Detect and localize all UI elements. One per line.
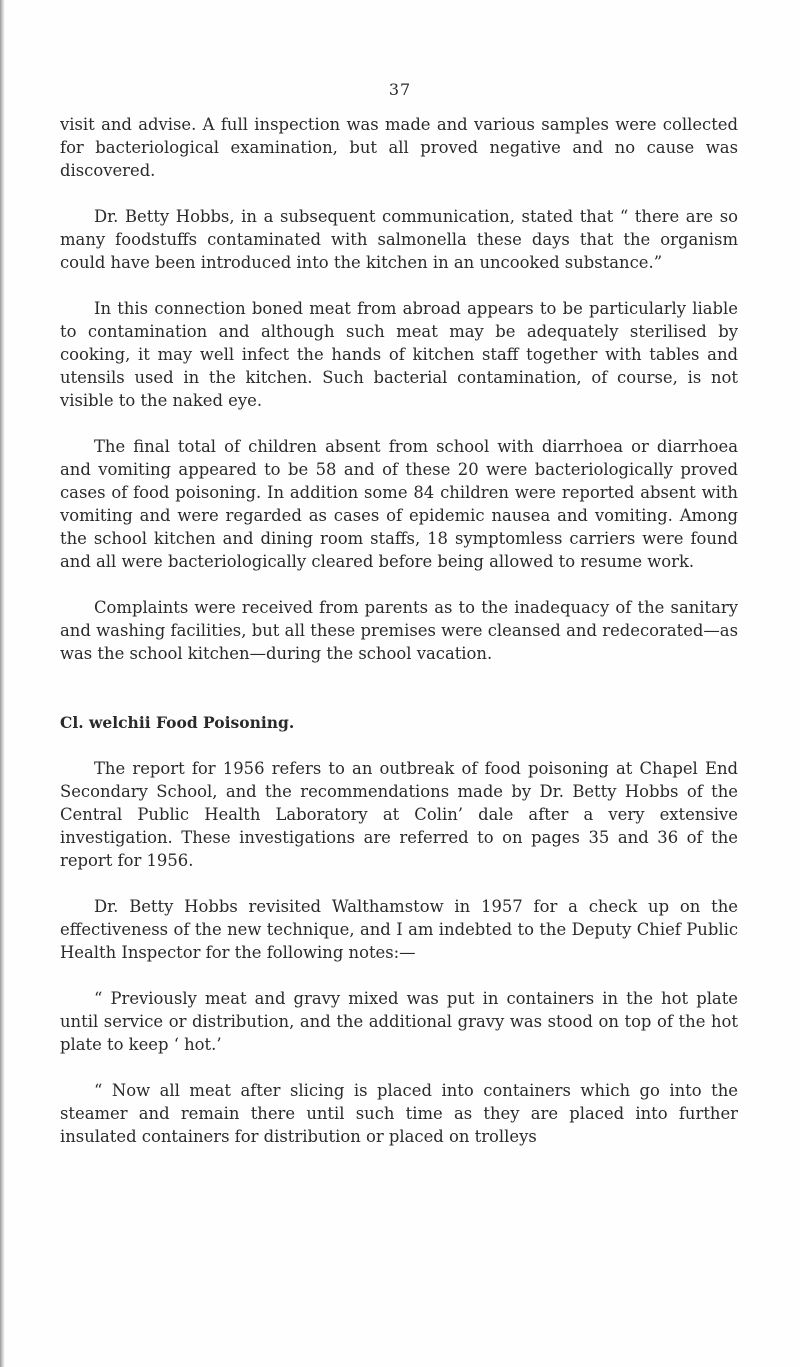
paragraph-revisit-1957: Dr. Betty Hobbs revisited Walthamstow in 1957 for a check up on the effectiveness of the new technique, and I am indebted to the Deputy Chief Public Health Inspector for the following notes:— xyxy=(60,897,738,962)
paragraph-report-1956: The report for 1956 refers to an outbreak of food poisoning at Chapel End Secondary School, and the recommendations made by Dr. Betty Hobbs of the Central Public Health Laboratory at Colin’ dale after a very extensive investigation. These investigations are referred to on pages 35 and 36 of the report for 1956. xyxy=(60,759,738,870)
paragraph-boned-meat: In this connection boned meat from abroad appears to be particularly liable to contamination and although such meat may be adequately sterilised by cooking, it may well infect the hands of kitchen staff together with tables and utensils used in the kitchen. Such bacterial contamination, of course, is not visible to the naked eye. xyxy=(60,299,738,410)
paragraph-now: “ Now all meat after slicing is placed into containers which go into the steamer and remain there until such time as they are placed into further insulated containers for distribution or placed on trolleys xyxy=(60,1081,738,1146)
section-heading: Cl. welchii Food Poisoning. xyxy=(60,713,295,732)
page-body xyxy=(60,113,738,1148)
paragraph-previously: “ Previously meat and gravy mixed was put in containers in the hot plate until service or distribution, and the additional gravy was stood on top of the hot plate to keep ‘ hot.’ xyxy=(60,989,738,1054)
page-number: 37 xyxy=(388,80,412,99)
paragraph-hobbs-communication: Dr. Betty Hobbs, in a subsequent communication, stated that “ there are so many foodstuffs contaminated with salmonella these days that the organism could have been introduced into the kitchen in an uncooked substance.” xyxy=(60,207,738,272)
paragraph-final-total: The final total of children absent from school with diarrhoea or diarrhoea and vomiting appeared to be 58 and of these 20 were bacteriologically proved cases of food poisoning. In addition some 84 children were reported absent with vomiting and were regarded as cases of epidemic nausea and vomiting. Among the school kitchen and dining room staffs, 18 symptomless carriers were found and all were bacteriologically cleared before being allowed to resume work. xyxy=(60,437,738,571)
paragraph-continuation: visit and advise. A full inspection was made and various samples were collected for bacteriological examination, but all proved negative and no cause was discovered. xyxy=(60,115,738,180)
binding-edge xyxy=(0,0,5,1367)
paragraph-complaints: Complaints were received from parents as to the inadequacy of the sanitary and washing facilities, but all these premises were cleansed and redecorated—as was the school kitchen—during the school vacation. xyxy=(60,598,738,663)
